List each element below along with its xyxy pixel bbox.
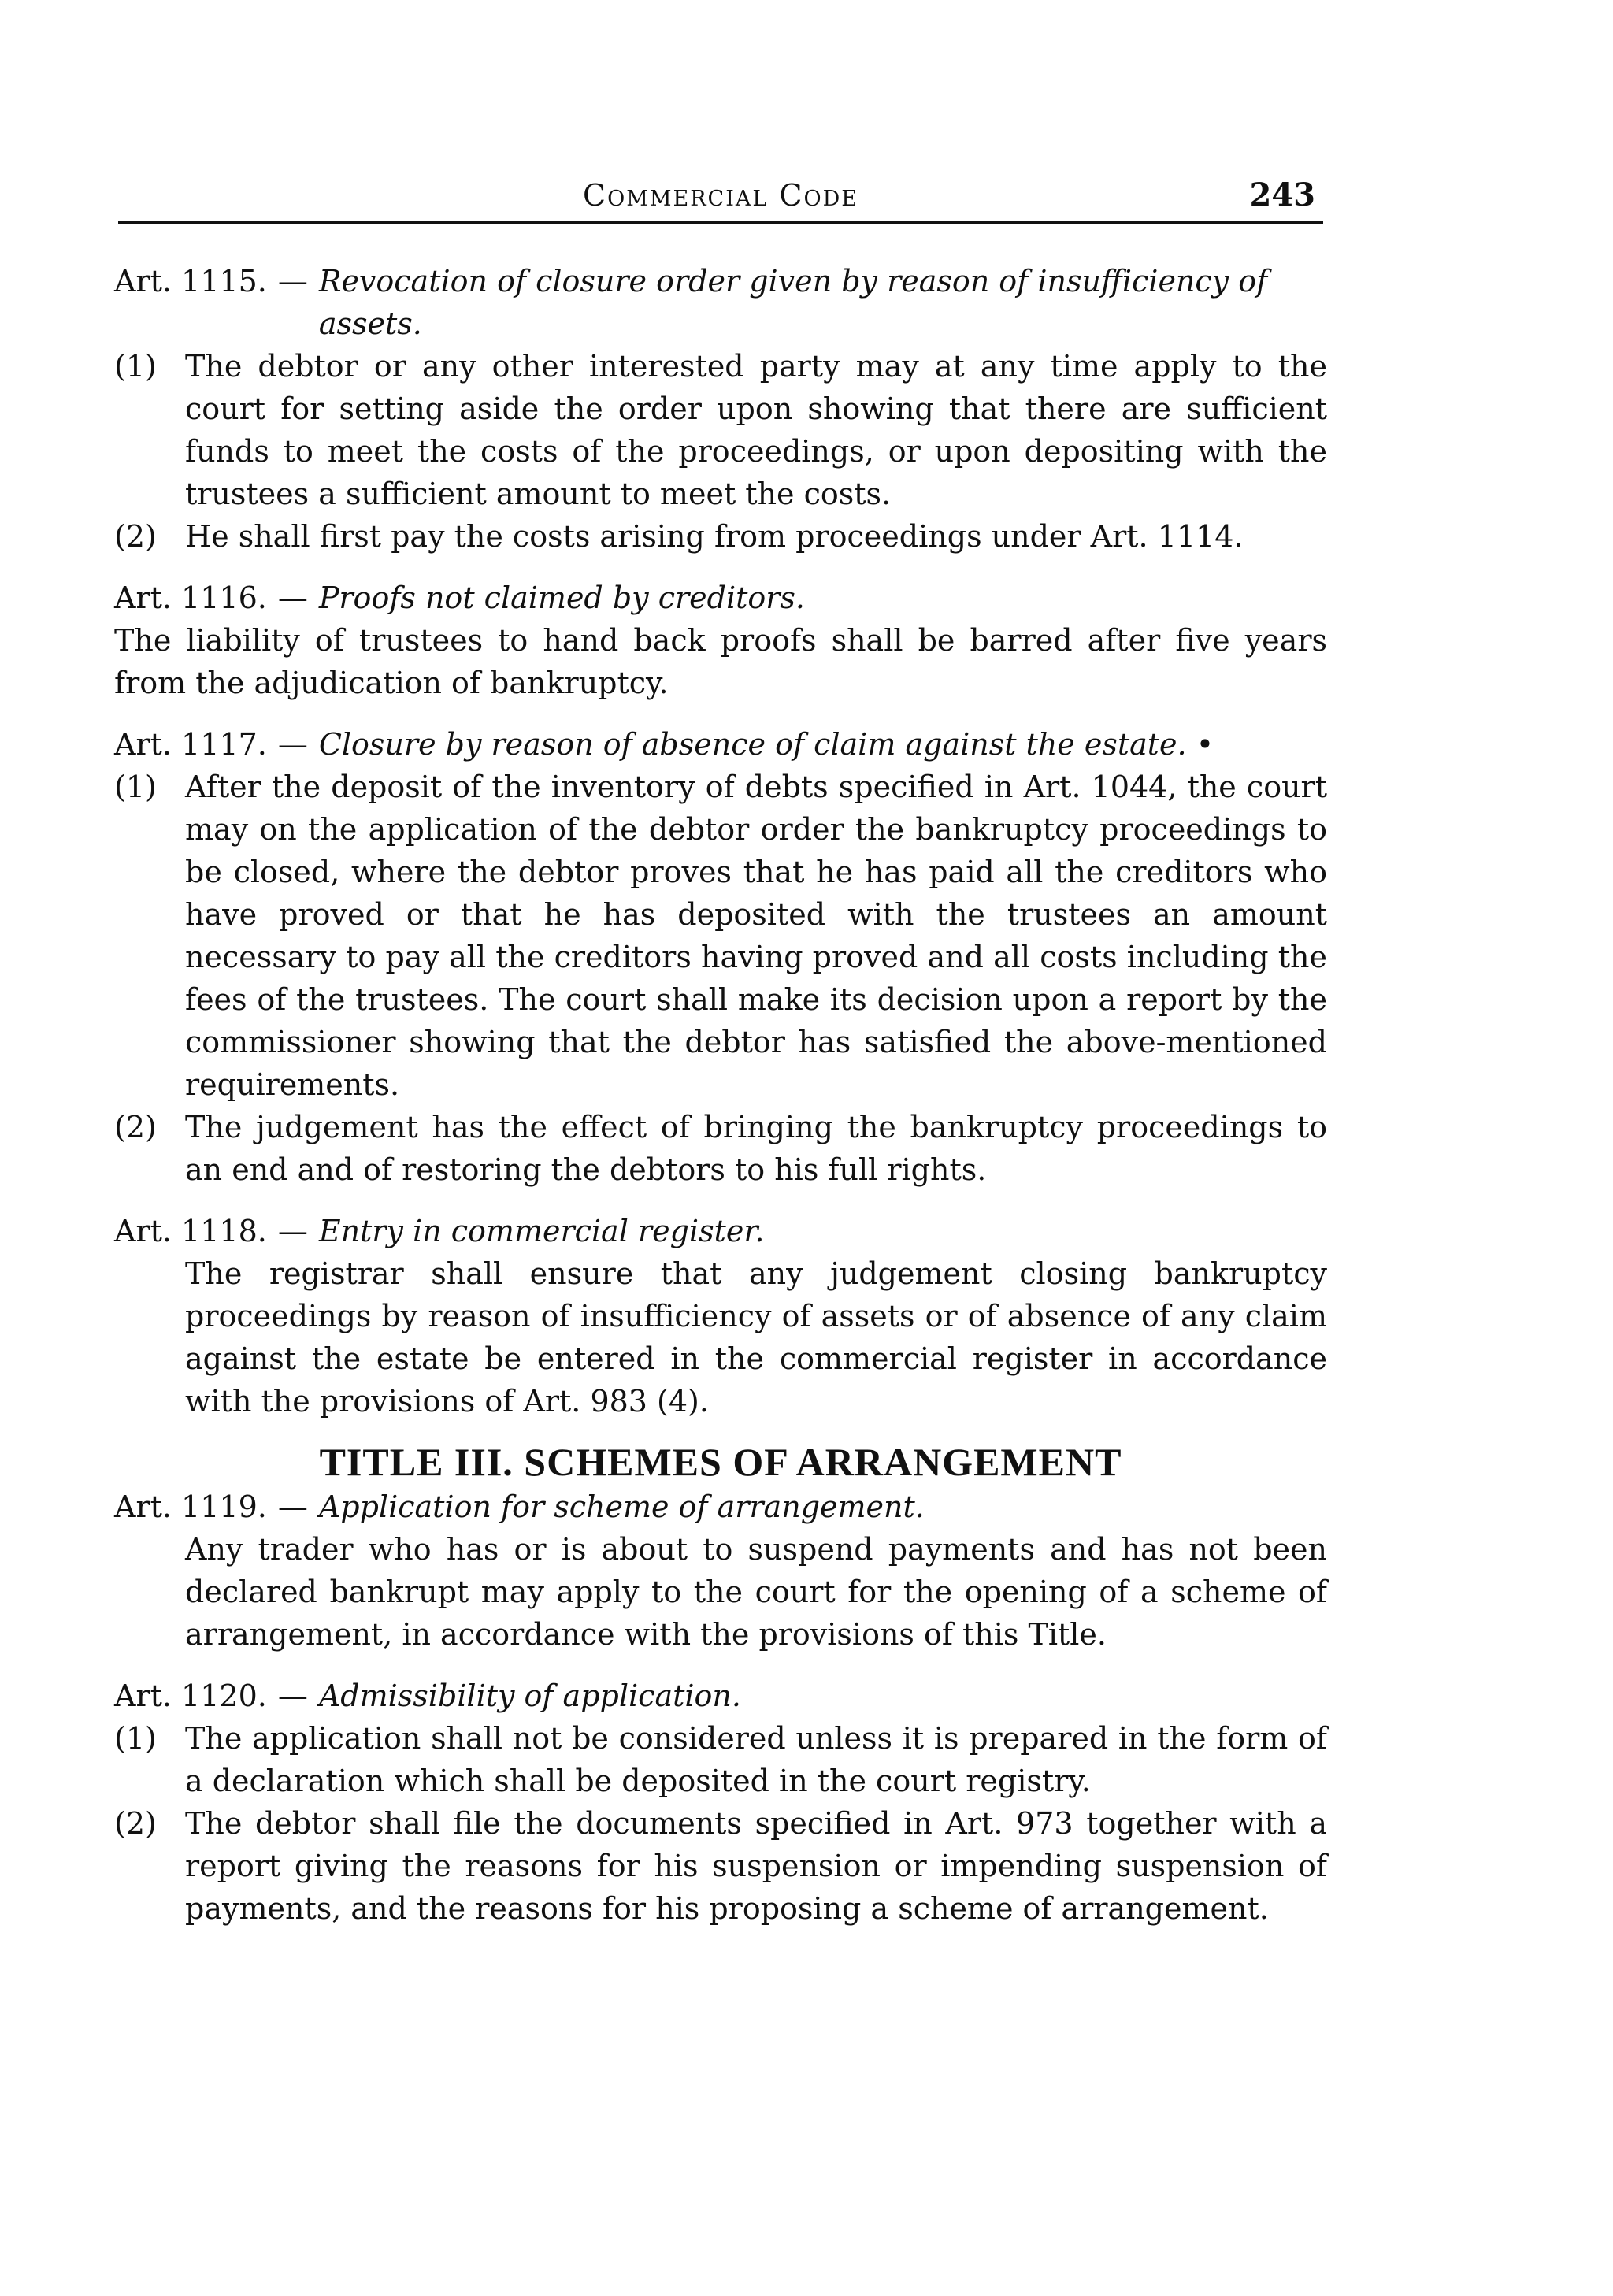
- paragraph-number: (1): [114, 349, 157, 384]
- article-paragraph: [114, 766, 1327, 1106]
- paragraph-text: The judgement has the effect of bringing the bankruptcy proceedings to an end and of restoring the debtors to his full rights.: [185, 1110, 1327, 1187]
- article-heading: [114, 1210, 1327, 1252]
- article-dash: —: [277, 264, 308, 299]
- paragraph-text: The liability of trustees to hand back proofs shall be barred after five years from the adjudication of bankruptcy.: [114, 623, 1327, 700]
- paragraph-number: (2): [114, 1110, 157, 1144]
- article-paragraph: [114, 345, 1327, 515]
- paragraph-text: He shall first pay the costs arising from proceedings under Art. 1114.: [185, 519, 1244, 554]
- article-title: Proofs not claimed by creditors.: [318, 580, 806, 615]
- article-heading: [114, 1675, 1327, 1717]
- article-dash: —: [277, 727, 308, 762]
- article-dash: —: [277, 580, 308, 615]
- article-1115: [114, 260, 1327, 558]
- paragraph-number: (1): [114, 1721, 157, 1756]
- article-dash: —: [277, 1678, 308, 1713]
- paragraph-number: (2): [114, 519, 157, 554]
- paragraph-text: The registrar shall ensure that any judgement closing bankruptcy proceedings by reason of insufficiency of assets or of absence of any claim against the estate be entered in the commercial register in accordance with the provisions of Art. 983 (4).: [185, 1256, 1327, 1419]
- page-header: [118, 175, 1323, 224]
- article-paragraph: [114, 1717, 1327, 1802]
- paragraph-text: After the deposit of the inventory of debts specified in Art. 1044, the court may on the application of the debtor order the bankruptcy proceedings to be closed, where the debtor proves that he has paid all the creditors who have proved or that he has deposited with the trustees an amount necessary to pay all the creditors having proved and all costs including the fees of the trustees. The court shall make its decision upon a report by the commissioner showing that the debtor has satisfied the above-mentioned requirements.: [185, 770, 1327, 1102]
- paragraph-number: (1): [114, 770, 157, 804]
- article-title: Application for scheme of arrangement.: [318, 1489, 925, 1524]
- article-paragraph: [114, 1106, 1327, 1191]
- paragraph-text: The application shall not be considered unless it is prepared in the form of a declaration which shall be deposited in the court registry.: [185, 1721, 1327, 1798]
- article-dash: —: [277, 1489, 308, 1524]
- article-number: Art. 1120.: [114, 1678, 267, 1713]
- article-heading: [114, 1486, 1327, 1528]
- running-title: Commercial Code: [583, 178, 858, 213]
- page-number: 243: [1249, 176, 1315, 213]
- article-paragraph: [114, 1802, 1327, 1930]
- article-number: Art. 1118.: [114, 1214, 267, 1248]
- article-1120: [114, 1675, 1327, 1930]
- paragraph-text: The debtor shall file the documents specified in Art. 973 together with a report giving the reasons for his suspension or impending suspension of payments, and the reasons for his proposing a scheme of arrangement.: [185, 1806, 1327, 1926]
- article-paragraph: [114, 515, 1327, 558]
- article-number: Art. 1119.: [114, 1489, 267, 1524]
- article-heading: [114, 577, 1327, 619]
- article-heading: [114, 723, 1327, 766]
- paragraph-text: The debtor or any other interested party may at any time apply to the court for setting aside the order upon showing that there are sufficient funds to meet the costs of the proceedings, or upon depositing with the trustees a sufficient amount to meet the costs.: [185, 349, 1327, 511]
- article-title: Closure by reason of absence of claim against the estate. •: [318, 727, 1214, 762]
- article-number: Art. 1116.: [114, 580, 267, 615]
- article-1118: [114, 1210, 1327, 1422]
- article-paragraph: [185, 1528, 1327, 1656]
- article-1117: [114, 723, 1327, 1191]
- article-title: Entry in commercial register.: [318, 1214, 765, 1248]
- article-paragraph: [185, 1252, 1327, 1422]
- paragraph-text: Any trader who has or is about to suspend payments and has not been declared bankrupt may apply to the court for the opening of a scheme of arrangement, in accordance with the provisions of this Title.: [185, 1532, 1327, 1652]
- article-heading: [114, 260, 1327, 345]
- article-1119: [114, 1486, 1327, 1656]
- article-1116: [114, 577, 1327, 704]
- paragraph-number: (2): [114, 1806, 157, 1841]
- page-content: [114, 260, 1327, 1930]
- section-title: TITLE III. SCHEMES OF ARRANGEMENT: [319, 1440, 1122, 1484]
- article-number: Art. 1117.: [114, 727, 267, 762]
- article-number: Art. 1115.: [114, 264, 267, 299]
- article-paragraph: [114, 619, 1327, 704]
- article-title: Admissibility of application.: [318, 1678, 741, 1713]
- article-dash: —: [277, 1214, 308, 1248]
- article-title: Revocation of closure order given by reason of insufficiency of assets.: [318, 264, 1268, 341]
